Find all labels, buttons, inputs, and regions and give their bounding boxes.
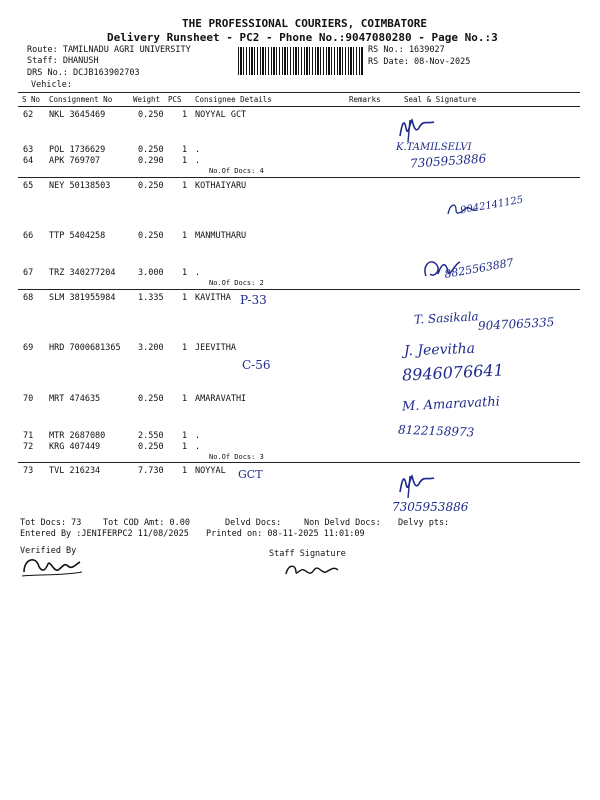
total-docs: Tot Docs: 73 [20,518,82,528]
row-consignment: MRT 474635 [49,394,101,404]
divider [18,177,580,178]
row-sno: 68 [23,293,34,303]
rs-date: RS Date: 08-Nov-2025 [368,57,471,67]
row-sno: 73 [23,466,34,476]
row-consignee: KAVITHA [195,293,231,303]
row-weight: 3.000 [138,268,164,278]
group-doc-count: No.Of Docs: 4 [209,167,264,175]
total-cod-amount: Tot COD Amt: 0.00 [103,518,190,528]
verified-by-label: Verified By [20,546,77,556]
recipient-phone: 9042141125 [459,194,525,217]
row-consignee: KOTHAIYARU [195,181,247,191]
row-pcs: 1 [182,293,188,303]
vehicle-label: Vehicle: [31,80,72,90]
row-sno: 65 [23,181,34,191]
barcode [238,47,364,75]
row-weight: 0.250 [138,145,164,155]
staff-label: Staff: DHANUSH [27,56,99,66]
recipient-name: K.TAMILSELVI [396,142,472,153]
row-pcs: 1 [182,181,188,191]
row-weight: 0.250 [138,110,164,120]
row-consignment: TTP 5404258 [49,231,106,241]
divider [18,462,580,463]
row-weight: 0.250 [138,394,164,404]
recipient-phone: 8122158973 [397,422,475,440]
row-pcs: 1 [182,110,188,120]
row-weight: 1.335 [138,293,164,303]
recipient-phone: 8825563887 [443,256,515,281]
row-consignment: SLM 381955984 [49,293,116,303]
row-consignee: . [195,442,201,452]
row-consignment: NEY 50138503 [49,181,111,191]
row-pcs: 1 [182,343,188,353]
row-pcs: 1 [182,156,188,166]
row-sno: 69 [23,343,34,353]
row-consignee: . [195,431,201,441]
row-pcs: 1 [182,145,188,155]
row-weight: 7.730 [138,466,164,476]
recipient-phone: 9047065335 [477,315,555,333]
col-sno: S No [22,95,41,104]
recipient-name: T. Sasikala [413,309,479,327]
row-sno: 63 [23,145,34,155]
row-sno: 72 [23,442,34,452]
row-weight: 0.290 [138,156,164,166]
group-doc-count: No.Of Docs: 3 [209,453,264,461]
row-sno: 62 [23,110,34,120]
handwritten-note: C-56 [242,358,271,372]
page-title: THE PROFESSIONAL COURIERS, COIMBATORE [182,17,428,30]
row-consignee: . [195,156,201,166]
col-seal-signature: Seal & Signature [404,95,477,104]
row-weight: 0.250 [138,442,164,452]
row-consignee: JEEVITHA [195,343,236,353]
row-weight: 3.200 [138,343,164,353]
row-pcs: 1 [182,466,188,476]
row-pcs: 1 [182,268,188,278]
handwritten-signature [394,114,440,144]
staff-signature-label: Staff Signature [269,549,346,559]
row-consignment: KRG 407449 [49,442,101,452]
row-pcs: 1 [182,442,188,452]
row-consignee: . [195,268,201,278]
recipient-phone: 8946076641 [401,360,505,385]
row-weight: 2.550 [138,431,164,441]
row-weight: 0.250 [138,181,164,191]
row-consignment: POL 1736629 [49,145,106,155]
delivered-docs: Delvd Docs: [225,518,282,528]
row-consignment: MTR 2687080 [49,431,106,441]
entered-by: Entered By :JENIFERPC2 11/08/2025 [20,529,189,539]
rs-number: RS No.: 1639027 [368,45,445,55]
row-sno: 70 [23,394,34,404]
delivery-points: Delvy pts: [398,518,450,528]
staff-signature [282,560,346,580]
row-sno: 67 [23,268,34,278]
recipient-phone: 7305953886 [409,151,487,171]
row-consignment: APK 769707 [49,156,101,166]
group-doc-count: No.Of Docs: 2 [209,279,264,287]
row-pcs: 1 [182,394,188,404]
row-consignment: TVL 216234 [49,466,101,476]
verifier-signature [20,554,84,580]
drs-number: DRS No.: DCJB163902703 [27,68,140,78]
row-consignment: HRD 7000681365 [49,343,121,353]
runsheet-subtitle: Delivery Runsheet - PC2 - Phone No.:9047080280 - Page No.:3 [107,31,498,44]
row-consignee: MANMUTHARU [195,231,247,241]
row-consignee: . [195,145,201,155]
col-weight: Weight [133,95,161,104]
row-consignment: NKL 3645469 [49,110,106,120]
row-pcs: 1 [182,431,188,441]
row-sno: 64 [23,156,34,166]
divider [18,106,580,107]
col-remarks: Remarks [349,95,381,104]
row-sno: 66 [23,231,34,241]
row-consignee: AMARAVATHI [195,394,247,404]
row-consignment: TRZ 340277204 [49,268,116,278]
handwritten-note: P-33 [240,293,267,307]
row-consignee: NOYYAL [195,466,226,476]
col-pcs: PCS [168,95,182,104]
route-label: Route: TAMILNADU AGRI UNIVERSITY [27,45,191,55]
recipient-name: M. Amaravathi [401,394,501,415]
row-pcs: 1 [182,231,188,241]
handwritten-note: GCT [238,468,263,481]
recipient-phone: 7305953886 [392,500,469,514]
col-consignee: Consignee Details [195,95,272,104]
handwritten-signature [394,470,440,500]
row-weight: 0.250 [138,231,164,241]
row-sno: 71 [23,431,34,441]
divider [18,289,580,290]
row-consignee: NOYYAL GCT [195,110,247,120]
col-consignment: Consignment No [49,95,113,104]
non-delivered-docs: Non Delvd Docs: [304,518,381,528]
divider [18,92,580,93]
printed-on: Printed on: 08-11-2025 11:01:09 [206,529,365,539]
recipient-name: J. Jeevitha [403,340,476,360]
